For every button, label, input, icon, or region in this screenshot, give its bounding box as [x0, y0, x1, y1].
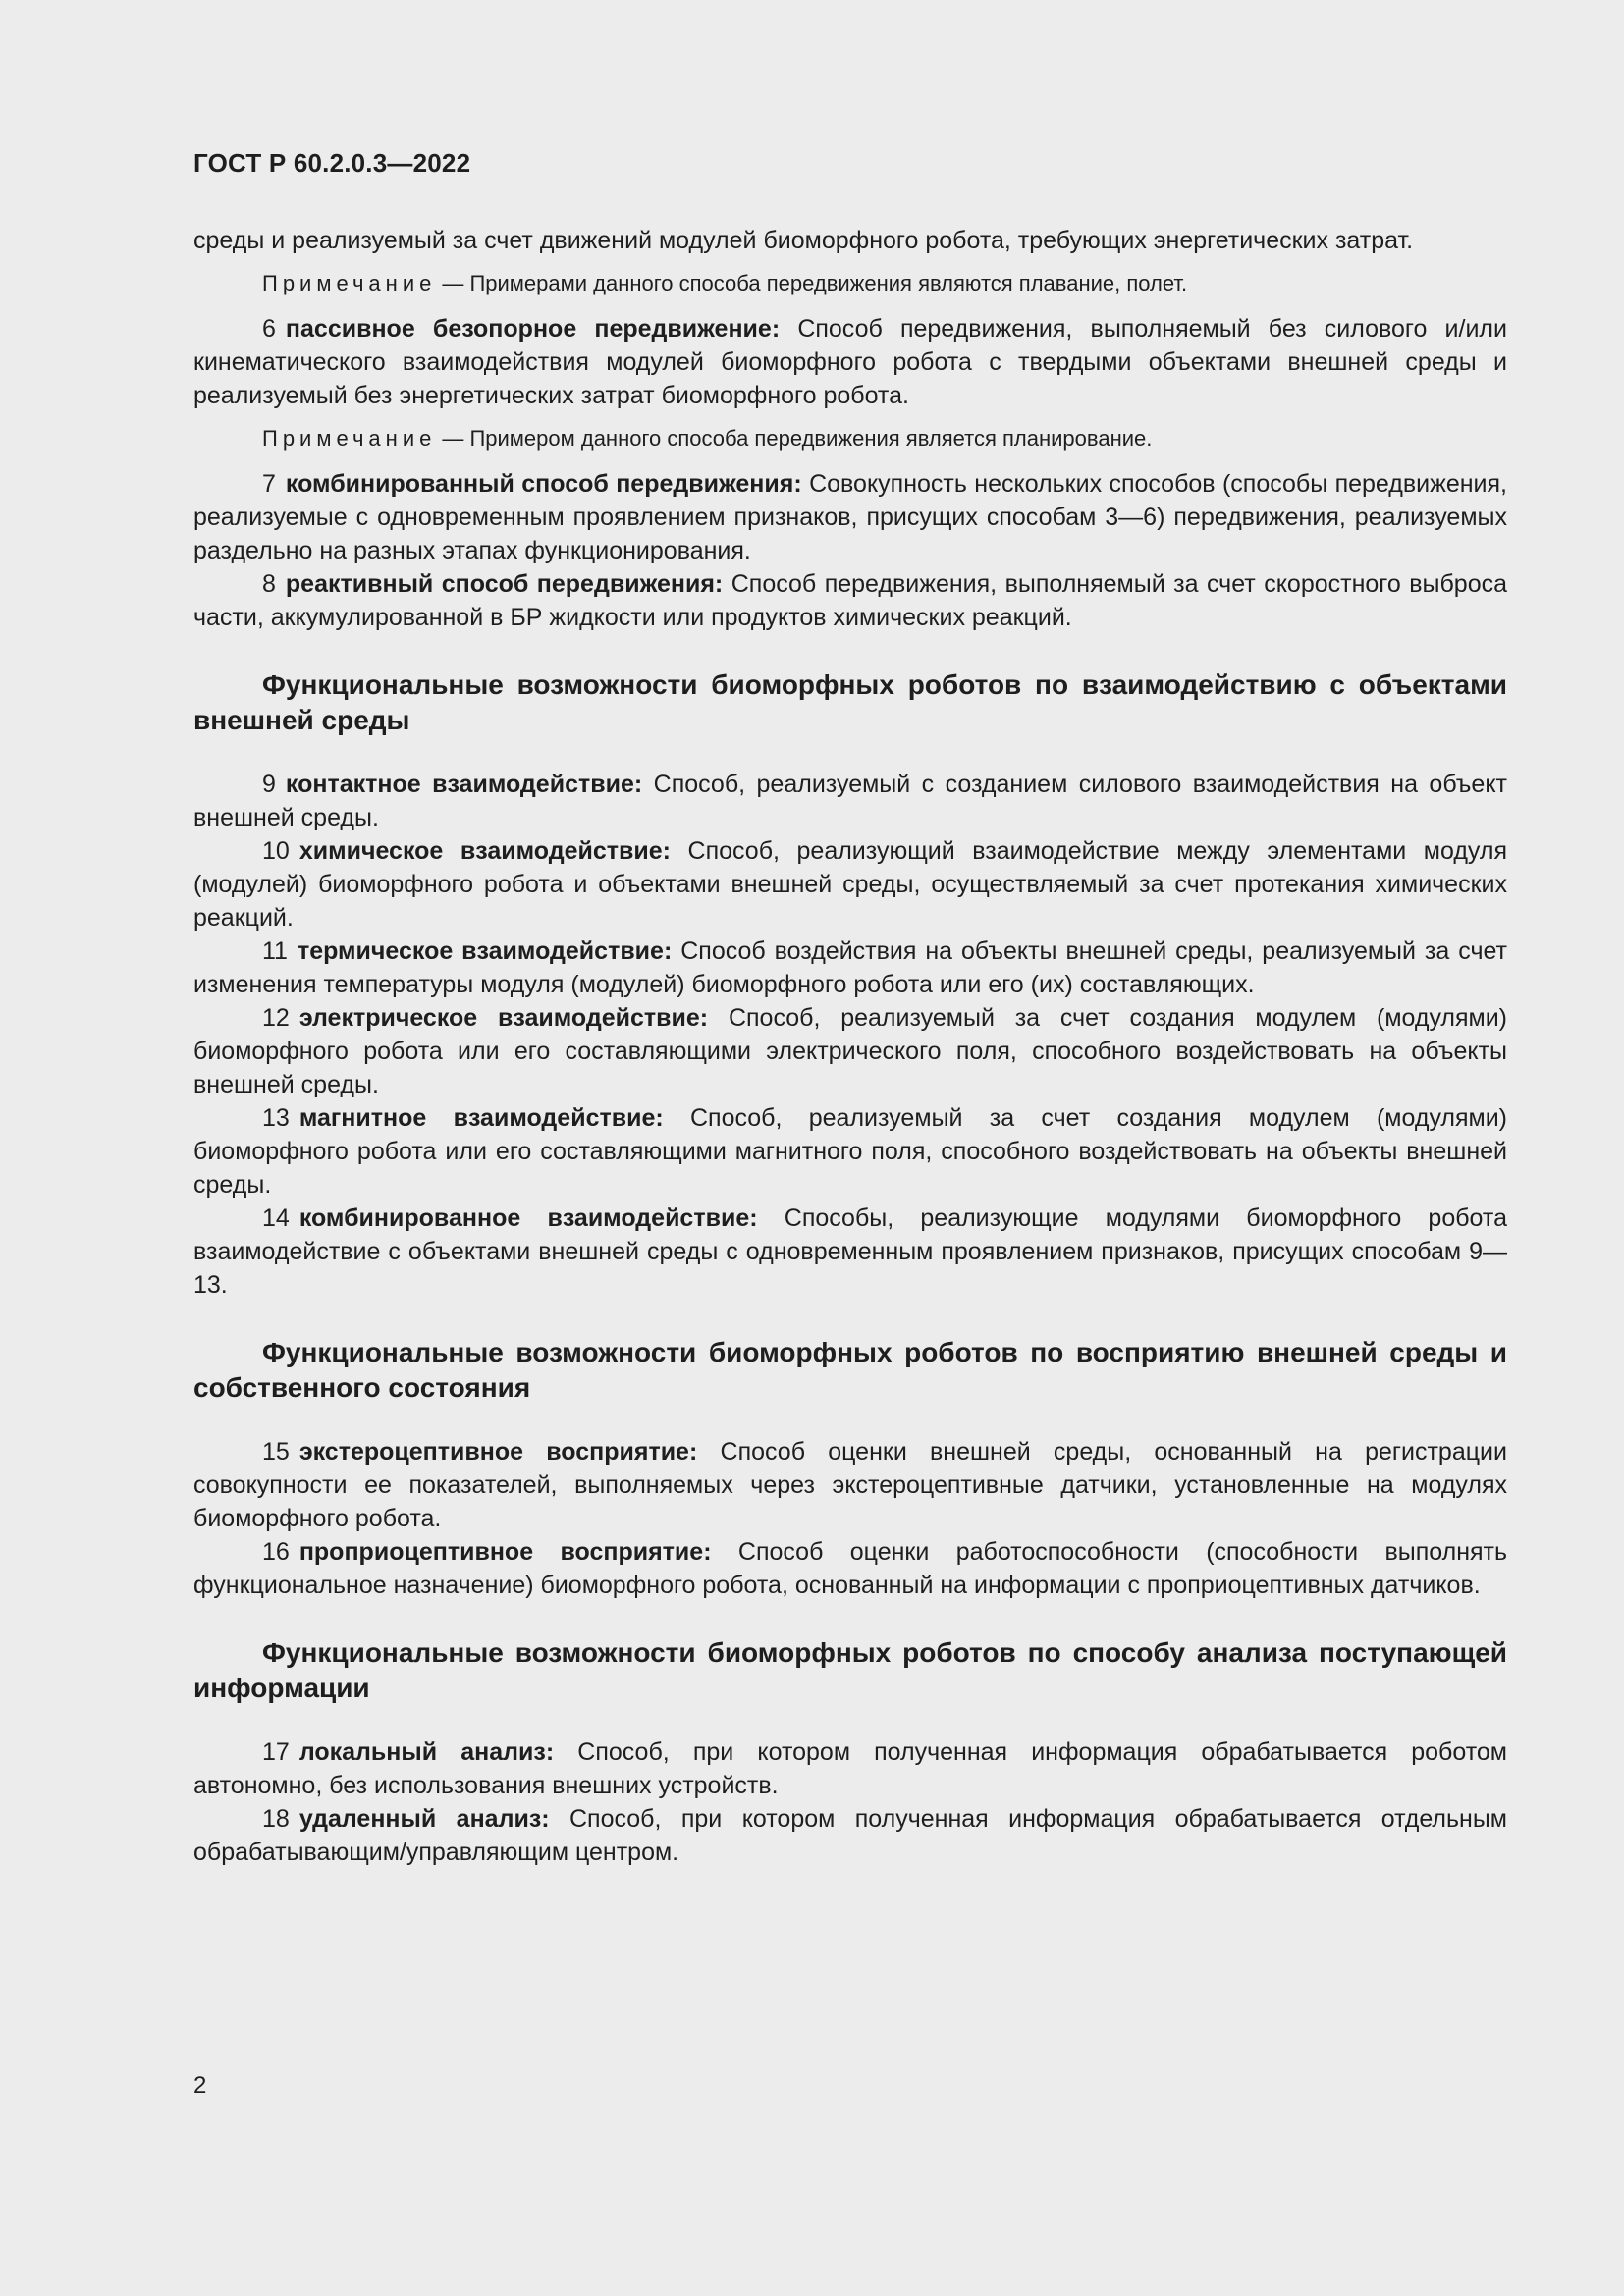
term-definition: Способ оценки работоспособности (способности выполнять функциональное назначение) биоморфного робота, основанный на информации с проприоцептивных датчиков.: [193, 1538, 1508, 1599]
term-definition: Совокупность нескольких способов (способы передвижения, реализуемые с одновременным проявлением признаков, присущих способам 3—6) передвижения, реализуемых раздельно на разных этапах функционирования.: [193, 470, 1508, 564]
term-entry: [193, 312, 1507, 412]
term-number: 14: [262, 1204, 290, 1232]
term-title: химическое взаимодействие:: [298, 837, 671, 865]
term-title: удаленный анализ:: [298, 1805, 550, 1833]
term-definition: Способ, реализуемый за счет создания модулем (модулями) биоморфного робота или его составляющими магнитного поля, способного воздействовать на объекты внешней среды.: [193, 1104, 1507, 1199]
term-entry: [193, 1435, 1507, 1535]
note-text: — Примером данного способа передвижения является планирование.: [442, 426, 1153, 451]
term-title: реактивный способ передвижения:: [285, 570, 724, 598]
term-title: комбинированный способ передвижения:: [285, 470, 802, 498]
term-number: 18: [262, 1805, 290, 1833]
term-number: 11: [262, 937, 288, 965]
term-definition: Способ, при котором полученная информация обрабатывается отдельным обрабатывающим/управляющим центром.: [193, 1805, 1507, 1866]
term-number: 16: [262, 1538, 290, 1566]
term-definition: Способ оценки внешней среды, основанный на регистрации совокупности ее показателей, выполняемых через экстероцептивные датчики, установленные на модулях биоморфного робота.: [193, 1438, 1507, 1532]
term-entry: [193, 834, 1507, 934]
continued-paragraph: среды и реализуемый за счет движений модулей биоморфного робота, требующих энергетических затрат.: [193, 227, 1414, 254]
term-definition: Способ, реализуемый за счет создания модулем (модулями) биоморфного робота или его составляющими электрического поля, способного воздействовать на объекты внешней среды.: [193, 1004, 1508, 1098]
note: [193, 424, 1507, 454]
section-heading: Функциональные возможности биоморфных роботов по способу анализа поступающей информации: [193, 1637, 1507, 1703]
document-code-header: ГОСТ Р 60.2.0.3—2022: [193, 148, 471, 178]
term-number: 7: [262, 470, 276, 498]
term-title: электрическое взаимодействие:: [298, 1004, 709, 1032]
section-heading: Функциональные возможности биоморфных роботов по взаимодействию с объектами внешней среды: [193, 669, 1507, 735]
term-definition: Способ, при котором полученная информация обрабатывается роботом автономно, без использования внешних устройств.: [193, 1738, 1507, 1799]
term-number: 8: [262, 570, 276, 598]
term-entry: [193, 768, 1507, 834]
term-definition: Способ, реализуемый с созданием силового взаимодействия на объект внешней среды.: [193, 771, 1508, 831]
term-title: пассивное безопорное передвижение:: [285, 315, 781, 343]
term-definition: Способ воздействия на объекты внешней среды, реализуемый за счет изменения температуры модуля (модулей) биоморфного робота или его (их) составляющих.: [193, 937, 1507, 998]
term-number: 10: [262, 837, 290, 865]
note-label: Примечание: [262, 271, 437, 295]
term-title: термическое взаимодействие:: [297, 937, 673, 965]
term-number: 13: [262, 1104, 290, 1132]
document-body: [193, 224, 1507, 1869]
term-definition: Способ, реализующий взаимодействие между элементами модуля (модулей) биоморфного робота и объектами внешней среды, осуществляемый за счет протекания химических реакций.: [193, 837, 1507, 932]
term-number: 17: [262, 1738, 290, 1766]
term-entry: [193, 567, 1507, 634]
term-entry: [193, 934, 1507, 1001]
term-entry: [193, 467, 1507, 567]
term-definition: Способ передвижения, выполняемый за счет скоростного выброса части, аккумулированной в БР жидкости или продуктов химических реакций.: [193, 570, 1508, 631]
term-definition: Способ передвижения, выполняемый без силового и/или кинематического взаимодействия модулей биоморфного робота с твердыми объектами внешней среды и реализуемый без энергетических затрат биоморфного робота.: [193, 315, 1507, 409]
term-entry: [193, 1735, 1507, 1802]
term-title: проприоцептивное восприятие:: [298, 1538, 712, 1566]
term-number: 6: [262, 315, 276, 343]
term-entry: [193, 1802, 1507, 1869]
term-title: локальный анализ:: [298, 1738, 555, 1766]
term-entry: [193, 1101, 1507, 1201]
term-title: экстероцептивное восприятие:: [298, 1438, 698, 1466]
term-number: 15: [262, 1438, 290, 1466]
term-number: 12: [262, 1004, 290, 1032]
term-title: комбинированное взаимодействие:: [298, 1204, 758, 1232]
note: [193, 269, 1507, 298]
term-definition: Способы, реализующие модулями биоморфного робота взаимодействие с объектами внешней среды с одновременным проявлением признаков, присущих способам 9—13.: [193, 1204, 1507, 1299]
term-number: 9: [262, 771, 276, 798]
term-title: контактное взаимодействие:: [285, 771, 643, 798]
term-entry: [193, 1001, 1507, 1101]
section-heading: Функциональные возможности биоморфных роботов по восприятию внешней среды и собственного состояния: [193, 1337, 1507, 1403]
term-entry: [193, 1535, 1507, 1602]
note-label: Примечание: [262, 426, 437, 451]
term-title: магнитное взаимодействие:: [298, 1104, 664, 1132]
term-entry: [193, 1201, 1507, 1302]
page-number: 2: [193, 2072, 207, 2099]
note-text: — Примерами данного способа передвижения являются плавание, полет.: [442, 271, 1188, 295]
